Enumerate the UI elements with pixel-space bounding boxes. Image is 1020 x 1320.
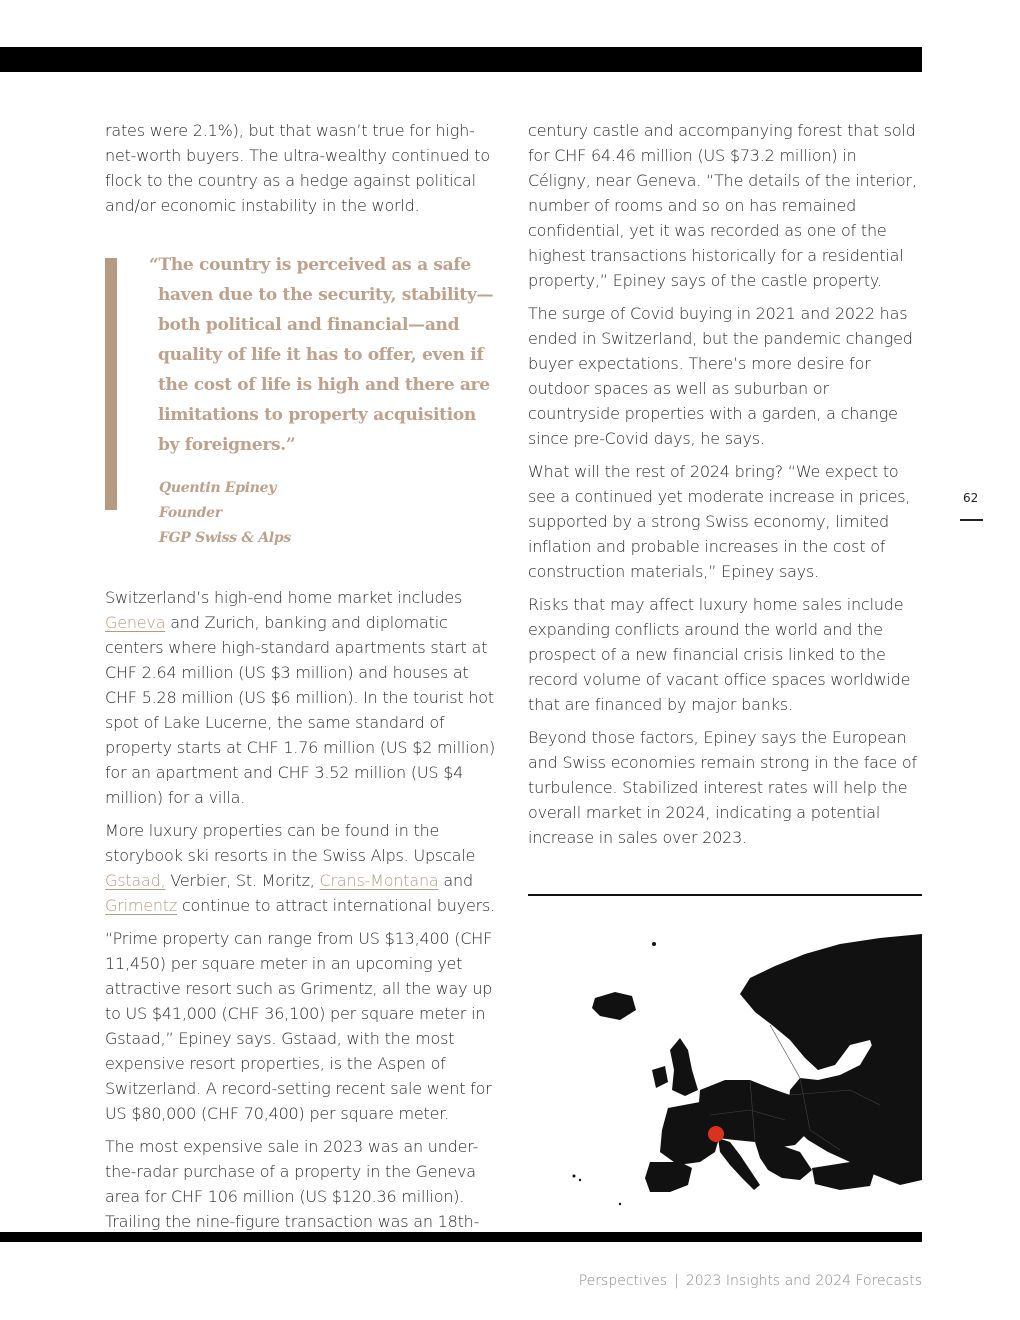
paragraph-text: Verbier, St. Moritz, (165, 871, 320, 890)
paragraph-text: continue to attract international buyers. (177, 896, 495, 915)
map-ireland (652, 1066, 668, 1088)
link-crans-montana[interactable]: Crans-Montana (319, 871, 439, 890)
paragraph (105, 585, 500, 810)
paragraph-text: and Zurich, banking and diplomatic centers where high-standard apartments start at CHF 2.64 million (US $3 million) and houses at CHF 5.28 million (US $6 million). In the tourist hot spot of Lake Lucerne, the same standard of property starts at CHF 1.76 million (US $2 million) for an apartment and CHF 3.52 million (US $4 million) for a villa. (105, 613, 495, 807)
right-column (528, 118, 923, 858)
top-black-band (0, 47, 922, 72)
footer-separator: | (674, 1273, 679, 1289)
europe-map-icon (550, 930, 922, 1210)
paragraph-text: and (438, 871, 473, 890)
paragraph (105, 818, 500, 918)
footer-section: Perspectives (578, 1273, 668, 1289)
pull-quote-name: Quentin Epiney (159, 480, 277, 496)
page-number: 62 (963, 491, 979, 505)
map-great-britain (670, 1038, 698, 1096)
pull-quote (105, 250, 500, 551)
pull-quote-company: FGP Swiss & Alps (159, 530, 291, 546)
paragraph: The surge of Covid buying in 2021 and 2022 has ended in Switzerland, but the pandemic changed buyer expectations. There’s more desire for outdoor spaces as well as suburban or countryside properties with a garden, a change since pre-Covid days, he says. (528, 304, 913, 448)
pull-quote-text: “The country is perceived as a safe haven due to the security, stability—both political and financial—and quality of life it has to offer, even if the cost of life is high and there are limitations to property acquisition by foreigners.” (149, 255, 494, 455)
map-italy (718, 1138, 760, 1190)
map-divider (528, 894, 922, 896)
bottom-black-band (0, 1232, 922, 1242)
page-number-rule (960, 519, 983, 521)
paragraph: “Prime property can range from US $13,400 (CHF 11,450) per square meter in an upcoming yet attractive resort such as Grimentz, all the way up to US $41,000 (CHF 36,100) per square meter in Gstaad,” Epiney says. Gstaad, with the most expensive resort properties, is the Aspen of Switzerland. A record-setting recent sale went for US $80,000 (CHF 70,400) per square meter. (105, 929, 493, 1123)
page-footer (579, 1273, 922, 1289)
link-geneva[interactable]: Geneva (105, 613, 166, 632)
switzerland-highlight (708, 1126, 724, 1142)
left-column (105, 118, 500, 1242)
paragraph: Beyond those factors, Epiney says the European and Swiss economies remain strong in the face of turbulence. Stabilized interest rates will help the overall market in 2024, indicating a potential increase in sales over 2023. (528, 728, 917, 847)
map-iceland (592, 992, 636, 1020)
map-balkans (755, 1142, 812, 1180)
paragraph-text: More luxury properties can be found in the storybook ski resorts in the Swiss Alps. Upscale (105, 821, 476, 865)
paragraph-text: Switzerland’s high-end home market includes (105, 588, 463, 607)
map-iberia (645, 1162, 692, 1192)
link-gstaad[interactable]: Gstaad, (105, 871, 166, 890)
pull-quote-role: Founder (159, 505, 222, 521)
link-grimentz[interactable]: Grimentz (105, 896, 178, 915)
paragraph: What will the rest of 2024 bring? “We expect to see a continued yet moderate increase in prices, supported by a strong Swiss economy, limited inflation and probable increases in the cost of construction materials,” Epiney says. (528, 462, 911, 581)
paragraph: Risks that may affect luxury home sales include expanding conflicts around the world and the prospect of a new financial crisis linked to the record volume of vacant office spaces worldwide that are financed by major banks. (528, 595, 911, 714)
pull-quote-accent-bar (105, 258, 117, 510)
paragraph: rates were 2.1%), but that wasn’t true for high-net-worth buyers. The ultra-wealthy continued to flock to the country as a hedge against political and/or economic instability in the world. (105, 121, 490, 215)
paragraph: century castle and accompanying forest that sold for CHF 64.46 million (US $73.2 million) in Céligny, near Geneva. “The details of the interior, number of rooms and so on has remained confidential, yet it was recorded as one of the highest transactions historically for a residential property,” Epiney says of the castle property. (528, 121, 917, 290)
paragraph: The most expensive sale in 2023 was an under-the-radar purchase of a property in the Geneva area for CHF 106 million (US $120.36 million). Trailing the nine-figure transaction was an 18th- (105, 1137, 480, 1231)
footer-publication: 2023 Insights and 2024 Forecasts (685, 1273, 922, 1289)
